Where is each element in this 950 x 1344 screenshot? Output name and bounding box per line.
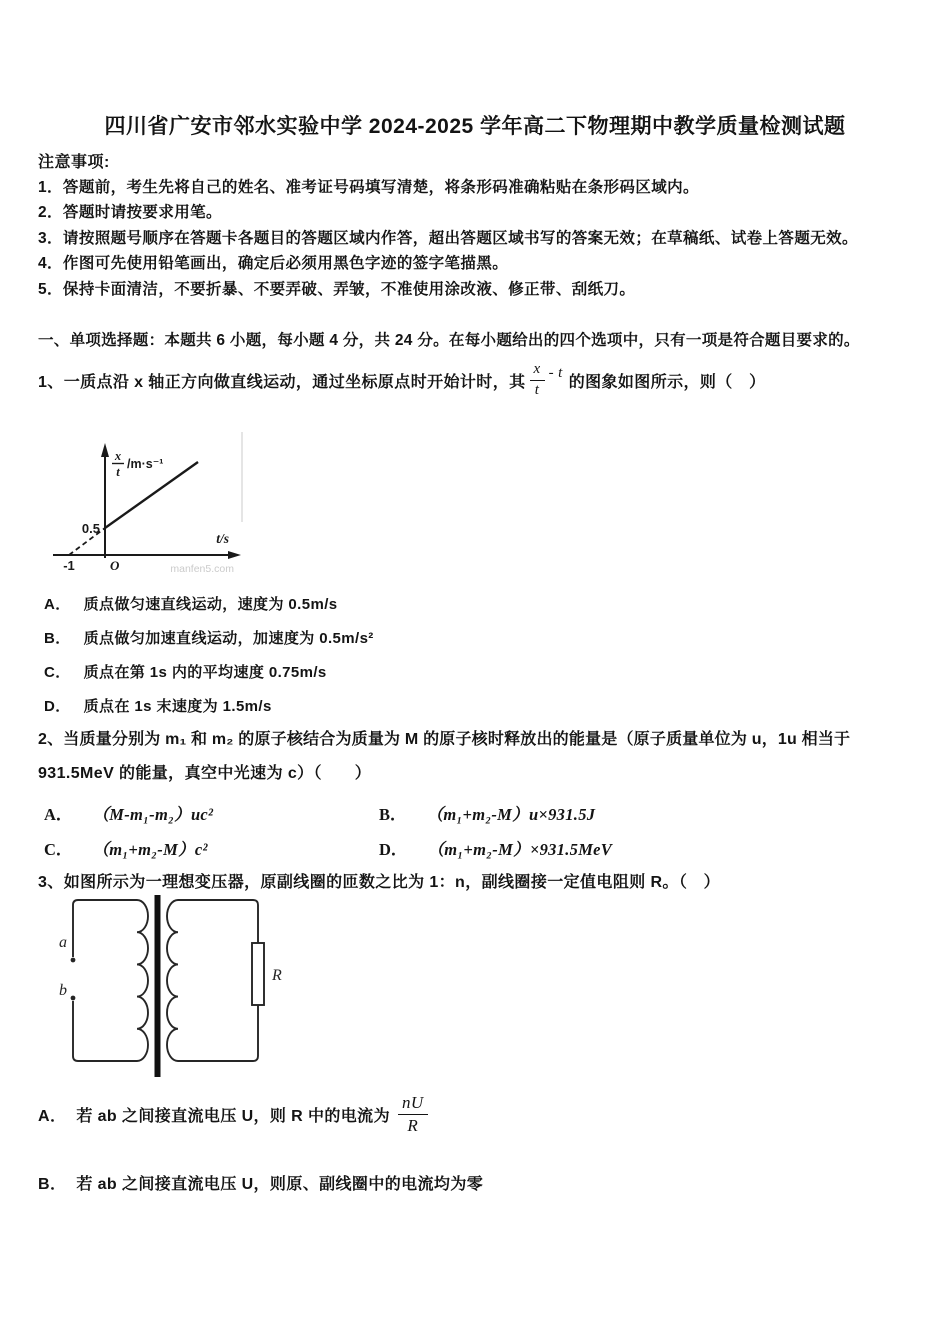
question1-stem bbox=[38, 357, 938, 403]
q1-option-b-label: B． bbox=[44, 629, 71, 647]
q3-fraction-denominator: R bbox=[407, 1116, 419, 1135]
q2-option-b-label: B． bbox=[379, 804, 407, 824]
q2-option-b bbox=[379, 795, 904, 830]
terminal-b-dot bbox=[71, 996, 76, 1001]
q1-fraction-denominator: t bbox=[534, 382, 540, 398]
question1-options bbox=[44, 586, 904, 722]
notice-item-5: 5．保持卡面清洁，不要折暴、不要弄破、弄皱，不准使用涂改液、修正带、刮纸刀。 bbox=[38, 280, 636, 298]
q3-option-b-label: B． bbox=[38, 1175, 67, 1193]
resistor-label: R bbox=[272, 967, 282, 984]
q2-option-a-label: A． bbox=[44, 804, 73, 824]
q1-stem-after: 的图象如图所示，则（ ） bbox=[568, 373, 766, 391]
x-axis-arrow bbox=[228, 551, 241, 559]
q3-option-a-label: A． bbox=[38, 1107, 67, 1125]
y-tick-label: 0.5 bbox=[81, 521, 100, 536]
q2-option-c bbox=[44, 830, 379, 865]
y-axis-label-denominator: t bbox=[116, 465, 120, 479]
q1-option-a-text: 质点做匀速直线运动，速度为 0.5m/s bbox=[83, 595, 338, 613]
q1-option-b bbox=[44, 620, 904, 654]
notice-list bbox=[38, 175, 918, 302]
primary-bottom-wire bbox=[73, 1001, 137, 1061]
q1-option-c-text: 质点在第 1s 内的平均速度 0.75m/s bbox=[83, 663, 327, 681]
notice-item-4: 4．作图可先使用铅笔画出，确定后必须用黑色字迹的签字笔描黑。 bbox=[38, 255, 509, 273]
position-time-ratio-graph bbox=[45, 430, 245, 580]
notice-heading: 注意事项: bbox=[38, 154, 110, 171]
transformer-circuit-diagram bbox=[55, 891, 295, 1081]
y-axis-label-unit: /m·s⁻¹ bbox=[127, 457, 164, 471]
primary-top-wire bbox=[73, 900, 137, 957]
q1-option-d-label: D． bbox=[44, 697, 71, 715]
terminal-a-label: a bbox=[59, 934, 67, 951]
q3-option-b-text: 若 ab 之间接直流电压 U，则原、副线圈中的电流均为零 bbox=[76, 1175, 484, 1193]
q2-option-d bbox=[379, 830, 904, 865]
q1-inline-fraction bbox=[530, 361, 545, 399]
q2-option-c-formula: （m₁+m₂-M）c² bbox=[92, 839, 208, 859]
q1-fraction-suffix: - t bbox=[548, 364, 563, 381]
terminal-a-dot bbox=[71, 958, 76, 963]
q3-fraction-numerator: nU bbox=[398, 1093, 428, 1115]
x-axis-label: t/s bbox=[216, 531, 229, 546]
q3-option-a-text: 若 ab 之间接直流电压 U，则 R 中的电流为 bbox=[76, 1107, 390, 1125]
q1-option-a bbox=[44, 586, 904, 620]
origin-label: O bbox=[110, 558, 120, 573]
q3-option-b bbox=[38, 1170, 898, 1194]
page-title: 四川省广安市邻水实验中学 2024-2025 学年高二下物理期中教学质量检测试题 bbox=[104, 115, 846, 138]
y-axis-arrow bbox=[101, 443, 109, 457]
q2-option-c-label: C． bbox=[44, 839, 73, 859]
q1-stem-before: 1、一质点沿 x 轴正方向做直线运动，通过坐标原点时开始计时，其 bbox=[38, 373, 526, 391]
q1-option-a-label: A． bbox=[44, 595, 71, 613]
q1-option-d bbox=[44, 688, 904, 722]
secondary-top-wire bbox=[178, 900, 258, 943]
q1-fraction-numerator: x bbox=[530, 361, 545, 381]
notice-item-3: 3．请按照题号顺序在答题卡各题目的答题区域内作答，超出答题区域书写的答案无效；在草稿纸、试卷上答题无效。 bbox=[38, 229, 858, 247]
q2-option-b-formula: （m₁+m₂-M）u×931.5J bbox=[426, 804, 596, 824]
y-axis-label-numerator: x bbox=[114, 449, 122, 463]
notice-item-1: 1．答题前，考生先将自己的姓名、准考证号码填写清楚，将条形码准确粘贴在条形码区域内。 bbox=[38, 179, 699, 196]
q2-option-a bbox=[44, 795, 379, 830]
q3-option-a bbox=[38, 1086, 898, 1142]
q2-option-d-formula: （m₁+m₂-M）×931.5MeV bbox=[427, 839, 613, 859]
q3-option-a-fraction bbox=[398, 1093, 428, 1135]
question2-stem-line2: 931.5MeV 的能量，真空中光速为 c）（ ） bbox=[38, 765, 372, 782]
x-tick-label: -1 bbox=[63, 558, 75, 573]
q2-option-a-formula: （M-m₁-m₂）uc² bbox=[92, 804, 214, 824]
primary-coil bbox=[137, 900, 148, 1061]
section1-heading: 一、单项选择题：本题共 6 小题，每小题 4 分，共 24 分。在每小题给出的四个选项中，只有一项是符合题目要求的。 bbox=[38, 332, 860, 349]
terminal-b-label: b bbox=[59, 982, 67, 999]
transformer-core bbox=[155, 895, 161, 1077]
watermark: manfen5.com bbox=[170, 563, 234, 575]
resistor bbox=[252, 943, 264, 1005]
q1-option-d-text: 质点在 1s 末速度为 1.5m/s bbox=[83, 697, 272, 715]
q1-option-c bbox=[44, 654, 904, 688]
secondary-bottom-wire bbox=[178, 1005, 258, 1061]
q1-option-b-text: 质点做匀加速直线运动，加速度为 0.5m/s² bbox=[83, 629, 374, 647]
notice-item-2: 2．答题时请按要求用笔。 bbox=[38, 204, 222, 222]
q1-option-c-label: C． bbox=[44, 663, 71, 681]
question2-stem-line1: 2、当质量分别为 m₁ 和 m₂ 的原子核结合为质量为 M 的原子核时释放出的能量是（原子质量单位为 u，1u 相当于 bbox=[38, 731, 851, 748]
secondary-coil bbox=[167, 900, 178, 1061]
question2-options bbox=[44, 795, 904, 865]
question3-stem: 3、如图所示为一理想变压器，原副线圈的匝数之比为 1：n，副线圈接一定值电阻则 R。（ ） bbox=[38, 874, 721, 891]
q2-option-d-label: D． bbox=[379, 839, 408, 859]
